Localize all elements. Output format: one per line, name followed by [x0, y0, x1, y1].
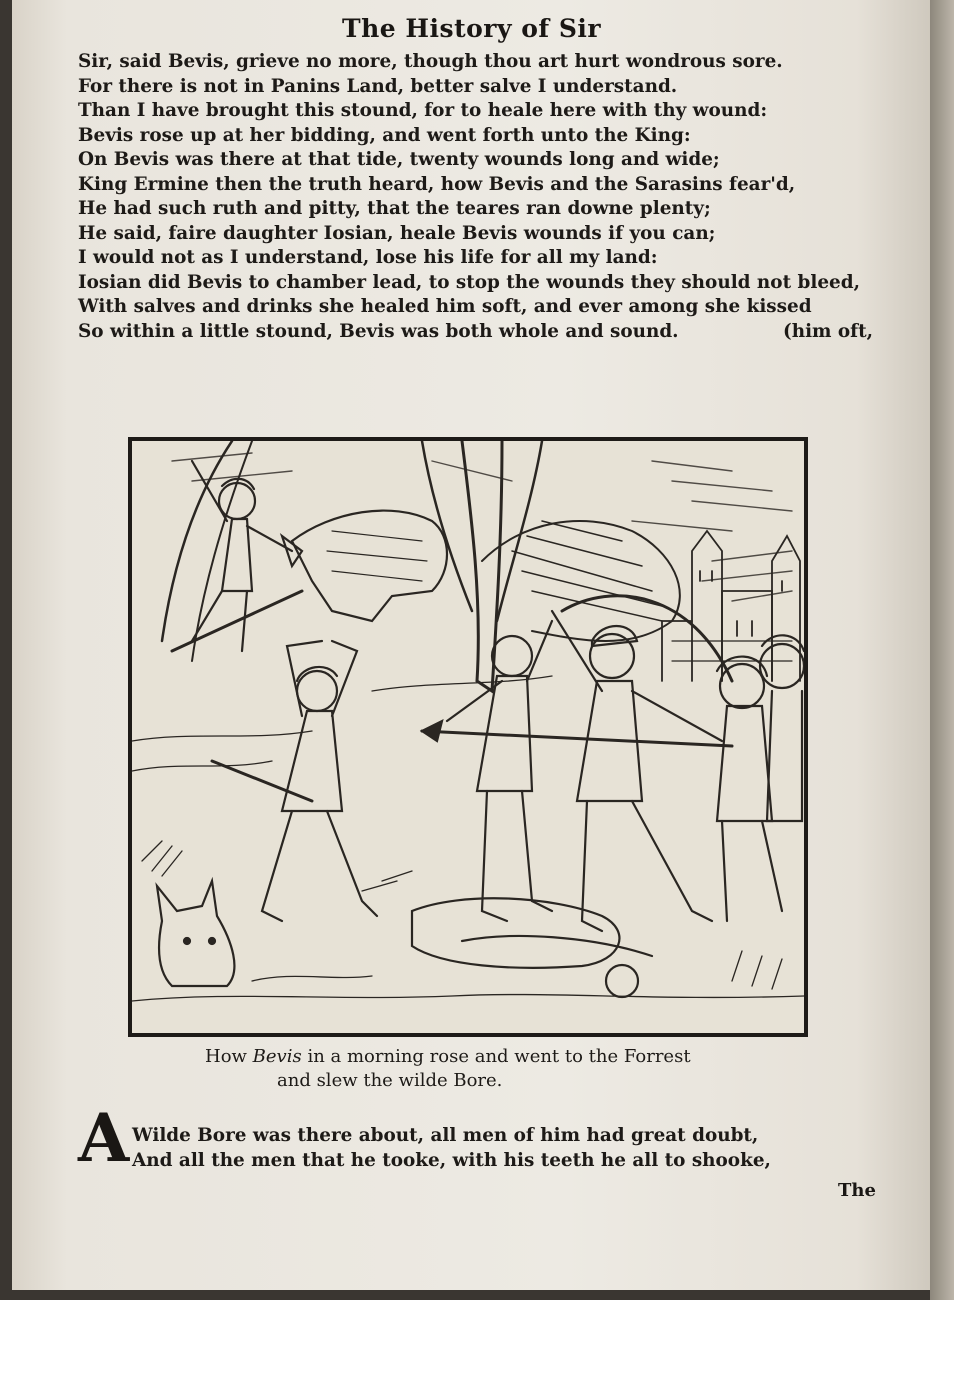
- paragraph-block: [132, 1124, 892, 1173]
- spear: [422, 721, 732, 746]
- catchword: The: [838, 1180, 876, 1201]
- caption-line-1: [205, 1045, 805, 1069]
- spearman-center: [447, 621, 552, 921]
- verse-line: Iosian did Bevis to chamber lead, to stop the wounds they should not bleed,: [78, 271, 860, 293]
- book-page: [12, 0, 930, 1290]
- verse-turnover: (him oft,: [783, 320, 873, 342]
- caption-line-2: and slew the wilde Bore.: [277, 1070, 503, 1091]
- drop-capital: A: [78, 1099, 130, 1177]
- swordsman-left: [212, 641, 377, 921]
- woodcut-scene: [132, 441, 804, 1033]
- running-header: The History of Sir: [342, 14, 602, 43]
- hunter-top-left: [172, 461, 302, 651]
- verse-line-last: [78, 320, 898, 345]
- verse-line: He said, faire daughter Iosian, heale Bevis wounds if you can;: [78, 222, 716, 244]
- verse-line: For there is not in Panins Land, better salve I understand.: [78, 75, 678, 97]
- verse-line: On Bevis was there at that tide, twenty wounds long and wide;: [78, 149, 720, 170]
- verse-line: With salves and drinks she healed him soft, and ever among she kissed: [78, 296, 812, 317]
- verse-line: Than I have brought this stound, for to heale here with thy wound:: [78, 100, 768, 121]
- turbaned-man: [552, 596, 732, 931]
- verse-line-text: So within a little stound, Bevis was both whole and sound.: [78, 320, 679, 342]
- caption-name: Bevis: [252, 1046, 302, 1067]
- verse-block: [78, 50, 898, 344]
- verse-line: Sir, said Bevis, grieve no more, though thou art hurt wondrous sore.: [78, 51, 783, 72]
- illustration-caption: [205, 1045, 805, 1093]
- sky-hatching: [172, 453, 792, 601]
- paragraph-line: Wilde Bore was there about, all men of him had great doubt,: [132, 1125, 759, 1146]
- facing-page-edge: [930, 0, 954, 1300]
- boar-head: [157, 881, 234, 986]
- fallen-figures: [412, 898, 652, 997]
- verse-line: I would not as I understand, lose his life for all my land:: [78, 247, 658, 268]
- boar-background: [282, 511, 447, 621]
- caption-text: in a morning rose and went to the Forrest: [301, 1046, 691, 1067]
- verse-line: Bevis rose up at her bidding, and went forth unto the King:: [78, 124, 691, 146]
- woodcut-illustration: [128, 437, 808, 1037]
- caption-text: How: [205, 1046, 253, 1067]
- verse-line: King Ermine then the truth heard, how Bevis and the Sarasins fear'd,: [78, 173, 796, 195]
- paragraph-line: And all the men that he tooke, with his teeth he all to shooke,: [132, 1149, 771, 1171]
- verse-line: He had such ruth and pitty, that the teares ran downe plenty;: [78, 198, 711, 219]
